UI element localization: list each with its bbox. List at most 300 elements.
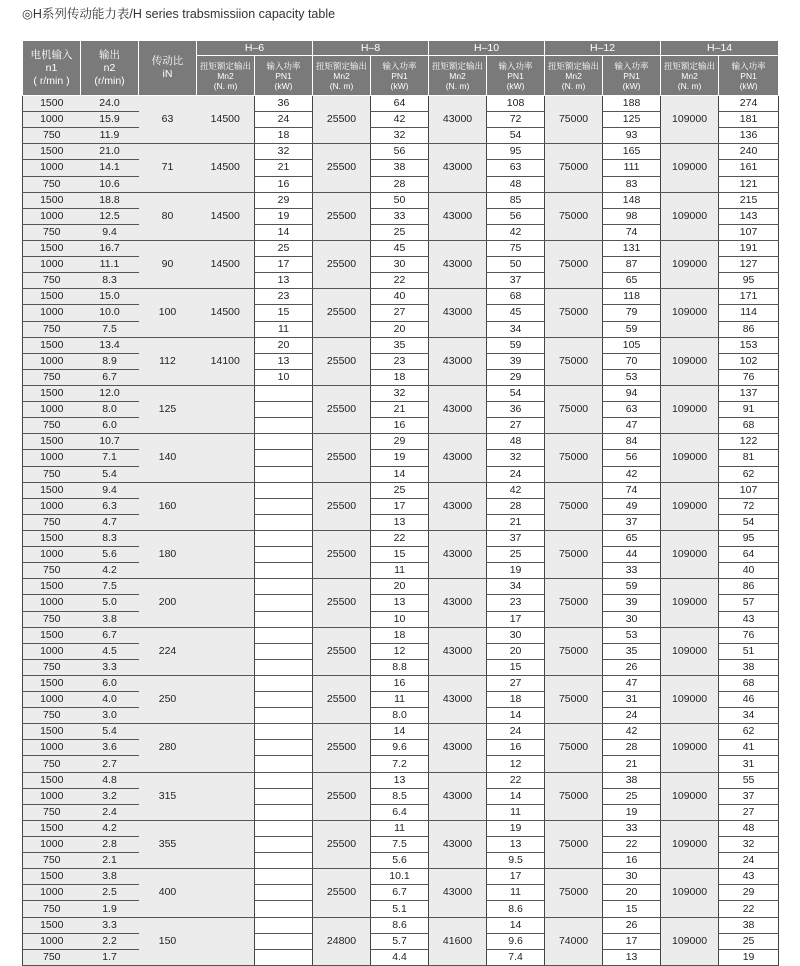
power-cell: 16 [255, 176, 313, 192]
torque-cell [197, 869, 255, 917]
power-cell: 38 [603, 772, 661, 788]
torque-cell: 43000 [429, 289, 487, 337]
power-cell: 72 [719, 498, 779, 514]
power-cell [255, 885, 313, 901]
power-cell [255, 837, 313, 853]
power-cell: 59 [603, 579, 661, 595]
table-row [23, 192, 779, 208]
ratio-cell: 180 [139, 530, 197, 578]
power-cell: 51 [719, 643, 779, 659]
torque-cell: 25500 [313, 96, 371, 144]
torque-cell: 25500 [313, 337, 371, 385]
power-cell: 32 [487, 450, 545, 466]
header-group-h6: H–6 [197, 41, 313, 56]
torque-cell: 14500 [197, 240, 255, 288]
power-cell: 27 [371, 305, 429, 321]
power-cell [255, 402, 313, 418]
n1-cell: 1500 [23, 96, 81, 112]
n2-cell: 15.9 [81, 112, 139, 128]
header-pn1-line: (kW) [622, 80, 641, 91]
n1-cell: 1500 [23, 530, 81, 546]
header-pn1-line: PN1 [623, 70, 640, 81]
torque-cell [197, 820, 255, 868]
n2-cell: 3.6 [81, 740, 139, 756]
power-cell: 70 [603, 353, 661, 369]
n1-cell: 1000 [23, 112, 81, 128]
header-mn2 [313, 56, 371, 96]
torque-cell: 25500 [313, 772, 371, 820]
n2-cell: 21.0 [81, 144, 139, 160]
header-mn2-line: (N. m) [445, 80, 470, 91]
power-cell: 54 [487, 385, 545, 401]
power-cell: 45 [487, 305, 545, 321]
power-cell: 8.0 [371, 708, 429, 724]
power-cell: 21 [487, 514, 545, 530]
power-cell [255, 853, 313, 869]
torque-cell: 75000 [545, 579, 603, 627]
header-group-h14: H–14 [661, 41, 779, 56]
torque-cell: 25500 [313, 240, 371, 288]
header-mn2-line: 扭矩额定输出 [316, 60, 368, 71]
power-cell: 35 [603, 643, 661, 659]
n1-cell: 1500 [23, 869, 81, 885]
torque-cell: 75000 [545, 289, 603, 337]
power-cell: 274 [719, 96, 779, 112]
power-cell: 24 [487, 724, 545, 740]
power-cell: 18 [487, 692, 545, 708]
power-cell [255, 611, 313, 627]
torque-cell: 109000 [661, 724, 719, 772]
power-cell [255, 659, 313, 675]
power-cell: 148 [603, 192, 661, 208]
ratio-cell: 400 [139, 869, 197, 917]
power-cell [255, 675, 313, 691]
n2-cell: 1.7 [81, 949, 139, 965]
n2-cell: 4.0 [81, 692, 139, 708]
power-cell: 20 [603, 885, 661, 901]
power-cell: 181 [719, 112, 779, 128]
torque-cell: 43000 [429, 579, 487, 627]
n1-cell: 1000 [23, 547, 81, 563]
power-cell: 83 [603, 176, 661, 192]
power-cell: 6.4 [371, 804, 429, 820]
torque-cell [197, 579, 255, 627]
n1-cell: 1000 [23, 933, 81, 949]
power-cell [255, 418, 313, 434]
power-cell: 25 [603, 788, 661, 804]
power-cell [255, 514, 313, 530]
table-row [23, 434, 779, 450]
power-cell: 37 [603, 514, 661, 530]
table-title: ◎H系列传动能力表/H series trabsmissiion capacity table [22, 7, 336, 21]
header-pn1-line: PN1 [391, 70, 408, 81]
power-cell: 32 [255, 144, 313, 160]
power-cell: 20 [255, 337, 313, 353]
header-pn1-line: PN1 [740, 70, 757, 81]
power-cell: 165 [603, 144, 661, 160]
n2-cell: 5.0 [81, 595, 139, 611]
power-cell: 34 [487, 321, 545, 337]
power-cell: 45 [371, 240, 429, 256]
power-cell: 5.1 [371, 901, 429, 917]
power-cell: 27 [487, 418, 545, 434]
torque-cell [197, 675, 255, 723]
n2-cell: 8.3 [81, 273, 139, 289]
power-cell: 9.6 [371, 740, 429, 756]
power-cell: 122 [719, 434, 779, 450]
n1-cell: 750 [23, 853, 81, 869]
table-row [23, 724, 779, 740]
table-row [23, 579, 779, 595]
torque-cell: 43000 [429, 627, 487, 675]
power-cell: 38 [719, 659, 779, 675]
torque-cell: 43000 [429, 240, 487, 288]
table-row [23, 530, 779, 546]
torque-cell: 109000 [661, 144, 719, 192]
power-cell: 15 [255, 305, 313, 321]
power-cell: 31 [603, 692, 661, 708]
power-cell: 12 [371, 643, 429, 659]
torque-cell: 25500 [313, 579, 371, 627]
n1-cell: 1500 [23, 917, 81, 933]
ratio-cell: 140 [139, 434, 197, 482]
table-row [23, 772, 779, 788]
n1-cell: 750 [23, 466, 81, 482]
n2-cell: 2.2 [81, 933, 139, 949]
n1-cell: 1000 [23, 498, 81, 514]
n1-cell: 1000 [23, 353, 81, 369]
table-row [23, 337, 779, 353]
power-cell: 48 [487, 434, 545, 450]
n2-cell: 1.9 [81, 901, 139, 917]
power-cell: 32 [371, 385, 429, 401]
power-cell: 35 [371, 337, 429, 353]
torque-cell: 75000 [545, 240, 603, 288]
power-cell: 6.7 [371, 885, 429, 901]
power-cell: 22 [371, 530, 429, 546]
header-n2-line: 输出 [99, 48, 120, 61]
n2-cell: 7.5 [81, 321, 139, 337]
power-cell: 32 [719, 837, 779, 853]
n1-cell: 1500 [23, 337, 81, 353]
power-cell: 16 [487, 740, 545, 756]
power-cell: 56 [487, 208, 545, 224]
power-cell: 19 [487, 820, 545, 836]
torque-cell: 43000 [429, 385, 487, 433]
power-cell: 153 [719, 337, 779, 353]
n1-cell: 1500 [23, 434, 81, 450]
power-cell: 13 [487, 837, 545, 853]
power-cell: 68 [719, 418, 779, 434]
n2-cell: 4.5 [81, 643, 139, 659]
torque-cell: 75000 [545, 627, 603, 675]
power-cell: 26 [603, 917, 661, 933]
power-cell: 114 [719, 305, 779, 321]
n2-cell: 3.0 [81, 708, 139, 724]
power-cell: 20 [371, 579, 429, 595]
torque-cell: 75000 [545, 385, 603, 433]
power-cell: 25 [371, 224, 429, 240]
power-cell: 17 [487, 869, 545, 885]
power-cell: 42 [603, 466, 661, 482]
power-cell: 188 [603, 96, 661, 112]
power-cell: 30 [487, 627, 545, 643]
power-cell: 95 [487, 144, 545, 160]
ratio-cell: 100 [139, 289, 197, 337]
power-cell: 63 [603, 402, 661, 418]
power-cell: 24 [255, 112, 313, 128]
power-cell: 98 [603, 208, 661, 224]
n1-cell: 1500 [23, 579, 81, 595]
power-cell: 22 [719, 901, 779, 917]
power-cell: 93 [603, 128, 661, 144]
power-cell: 40 [371, 289, 429, 305]
n1-cell: 1000 [23, 692, 81, 708]
header-mn2 [429, 56, 487, 96]
power-cell: 25 [487, 547, 545, 563]
n1-cell: 1000 [23, 208, 81, 224]
power-cell [255, 740, 313, 756]
n2-cell: 16.7 [81, 240, 139, 256]
header-mn2-line: 扭矩额定输出 [664, 60, 716, 71]
power-cell: 19 [255, 208, 313, 224]
header-n1-line: 电机输入 [30, 48, 73, 61]
power-cell: 64 [371, 96, 429, 112]
power-cell: 12 [487, 756, 545, 772]
power-cell: 29 [719, 885, 779, 901]
torque-cell: 43000 [429, 192, 487, 240]
power-cell: 21 [603, 756, 661, 772]
torque-cell [197, 482, 255, 530]
header-ratio-line: 传动比 [151, 55, 184, 67]
torque-cell: 25500 [313, 820, 371, 868]
power-cell: 7.2 [371, 756, 429, 772]
torque-cell: 43000 [429, 869, 487, 917]
torque-cell: 75000 [545, 675, 603, 723]
header-pn1 [255, 56, 313, 96]
torque-cell: 109000 [661, 96, 719, 144]
power-cell: 62 [719, 466, 779, 482]
torque-cell: 109000 [661, 627, 719, 675]
power-cell: 27 [719, 804, 779, 820]
power-cell: 38 [719, 917, 779, 933]
torque-cell: 43000 [429, 724, 487, 772]
torque-cell [197, 385, 255, 433]
n1-cell: 750 [23, 224, 81, 240]
n2-cell: 8.3 [81, 530, 139, 546]
power-cell: 86 [719, 579, 779, 595]
table-row [23, 820, 779, 836]
header-mn2-line: 扭矩额定输出 [199, 60, 251, 71]
n2-cell: 2.8 [81, 837, 139, 853]
power-cell: 22 [603, 837, 661, 853]
ratio-cell: 355 [139, 820, 197, 868]
n1-cell: 1000 [23, 160, 81, 176]
power-cell: 33 [603, 820, 661, 836]
power-cell [255, 820, 313, 836]
power-cell: 65 [603, 273, 661, 289]
n2-cell: 5.6 [81, 547, 139, 563]
torque-cell: 75000 [545, 530, 603, 578]
power-cell: 161 [719, 160, 779, 176]
torque-cell: 25500 [313, 675, 371, 723]
table-row [23, 289, 779, 305]
power-cell [255, 692, 313, 708]
n2-cell: 6.3 [81, 498, 139, 514]
power-cell: 14 [371, 466, 429, 482]
power-cell: 13 [603, 949, 661, 965]
table-row [23, 240, 779, 256]
n2-cell: 10.7 [81, 434, 139, 450]
power-cell: 23 [371, 353, 429, 369]
power-cell: 22 [487, 772, 545, 788]
power-cell: 46 [719, 692, 779, 708]
power-cell [255, 627, 313, 643]
torque-cell: 25500 [313, 144, 371, 192]
power-cell: 30 [603, 869, 661, 885]
power-cell: 18 [255, 128, 313, 144]
torque-cell: 109000 [661, 579, 719, 627]
power-cell [255, 788, 313, 804]
power-cell: 25 [371, 482, 429, 498]
power-cell: 14 [487, 788, 545, 804]
power-cell: 37 [487, 273, 545, 289]
header-mn2-line: (N. m) [329, 80, 354, 91]
power-cell: 39 [487, 353, 545, 369]
power-cell: 94 [603, 385, 661, 401]
power-cell: 16 [603, 853, 661, 869]
ratio-cell: 150 [139, 917, 197, 965]
power-cell: 14 [255, 224, 313, 240]
torque-cell: 43000 [429, 144, 487, 192]
power-cell: 33 [603, 563, 661, 579]
power-cell: 19 [487, 563, 545, 579]
n2-cell: 4.2 [81, 820, 139, 836]
n1-cell: 750 [23, 708, 81, 724]
power-cell: 44 [603, 547, 661, 563]
power-cell: 131 [603, 240, 661, 256]
header-pn1-line: (kW) [739, 80, 758, 91]
n2-cell: 3.3 [81, 917, 139, 933]
torque-cell: 75000 [545, 820, 603, 868]
n1-cell: 750 [23, 901, 81, 917]
n2-cell: 3.2 [81, 788, 139, 804]
power-cell: 48 [487, 176, 545, 192]
torque-cell: 25500 [313, 869, 371, 917]
header-pn1-line: PN1 [507, 70, 524, 81]
torque-cell: 43000 [429, 530, 487, 578]
power-cell [255, 901, 313, 917]
power-cell: 22 [371, 273, 429, 289]
n2-cell: 2.4 [81, 804, 139, 820]
power-cell: 30 [603, 611, 661, 627]
power-cell: 29 [255, 192, 313, 208]
torque-cell: 43000 [429, 820, 487, 868]
torque-cell: 109000 [661, 482, 719, 530]
torque-cell: 25500 [313, 627, 371, 675]
capacity-table [22, 40, 779, 966]
header-n1-line: ( r/min ) [33, 74, 70, 87]
n2-cell: 15.0 [81, 289, 139, 305]
power-cell: 15 [603, 901, 661, 917]
torque-cell [197, 530, 255, 578]
power-cell: 23 [255, 289, 313, 305]
n2-cell: 11.9 [81, 128, 139, 144]
power-cell: 42 [603, 724, 661, 740]
power-cell: 84 [603, 434, 661, 450]
power-cell: 19 [603, 804, 661, 820]
header-n2-line: n2 [103, 61, 116, 74]
n1-cell: 1500 [23, 385, 81, 401]
ratio-cell: 224 [139, 627, 197, 675]
torque-cell: 75000 [545, 337, 603, 385]
torque-cell: 25500 [313, 530, 371, 578]
power-cell [255, 563, 313, 579]
power-cell [255, 804, 313, 820]
n2-cell: 7.5 [81, 579, 139, 595]
header-pn1-line: PN1 [275, 70, 292, 81]
power-cell: 30 [371, 257, 429, 273]
power-cell: 14 [371, 724, 429, 740]
power-cell: 43 [719, 611, 779, 627]
n2-cell: 9.4 [81, 482, 139, 498]
header-pn1-line: (kW) [390, 80, 409, 91]
power-cell: 19 [371, 450, 429, 466]
table-row [23, 869, 779, 885]
power-cell: 17 [487, 611, 545, 627]
n1-cell: 1500 [23, 724, 81, 740]
torque-cell: 75000 [545, 772, 603, 820]
torque-cell: 41600 [429, 917, 487, 965]
n1-cell: 750 [23, 128, 81, 144]
power-cell: 191 [719, 240, 779, 256]
power-cell: 105 [603, 337, 661, 353]
power-cell: 111 [603, 160, 661, 176]
n2-cell: 10.6 [81, 176, 139, 192]
power-cell: 118 [603, 289, 661, 305]
n1-cell: 1500 [23, 482, 81, 498]
torque-cell [197, 772, 255, 820]
power-cell: 68 [487, 289, 545, 305]
n2-cell: 14.1 [81, 160, 139, 176]
ratio-cell: 112 [139, 337, 197, 385]
power-cell [255, 772, 313, 788]
power-cell: 14 [487, 708, 545, 724]
table-row [23, 144, 779, 160]
power-cell: 41 [719, 740, 779, 756]
n2-cell: 24.0 [81, 96, 139, 112]
n2-cell: 10.0 [81, 305, 139, 321]
power-cell: 74 [603, 224, 661, 240]
power-cell: 7.4 [487, 949, 545, 965]
power-cell: 17 [371, 498, 429, 514]
power-cell: 107 [719, 482, 779, 498]
n2-cell: 7.1 [81, 450, 139, 466]
power-cell: 47 [603, 675, 661, 691]
power-cell: 37 [719, 788, 779, 804]
header-mn2-line: 扭矩额定输出 [432, 60, 484, 71]
n1-cell: 1000 [23, 595, 81, 611]
torque-cell [197, 627, 255, 675]
torque-cell: 25500 [313, 192, 371, 240]
n1-cell: 1000 [23, 643, 81, 659]
torque-cell: 14500 [197, 144, 255, 192]
power-cell: 56 [603, 450, 661, 466]
power-cell [255, 756, 313, 772]
n2-cell: 18.8 [81, 192, 139, 208]
power-cell: 24 [487, 466, 545, 482]
power-cell: 50 [371, 192, 429, 208]
